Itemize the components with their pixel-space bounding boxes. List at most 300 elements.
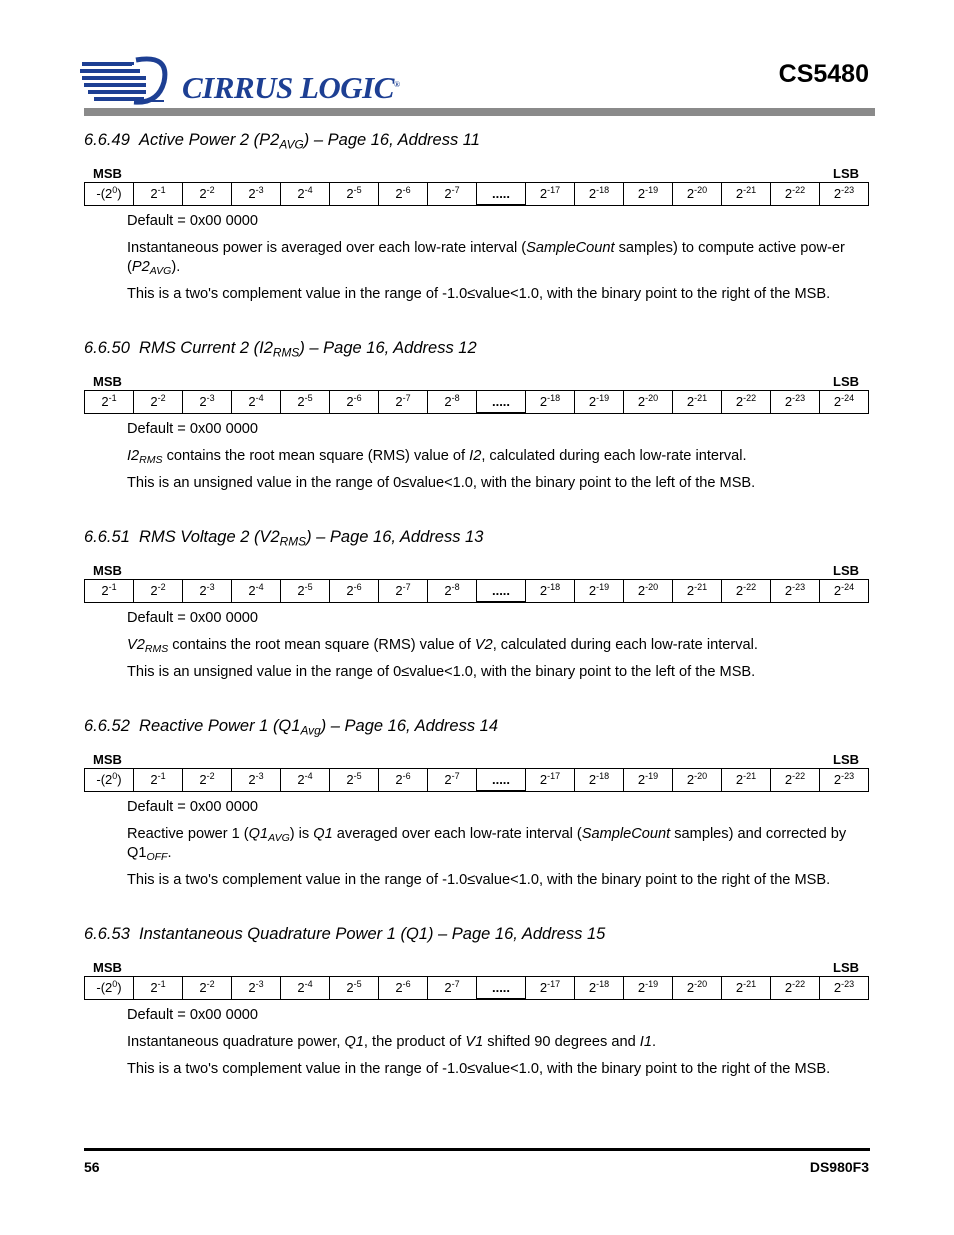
- bit-base: 2: [784, 772, 793, 788]
- description-paragraph: [127, 1060, 870, 1079]
- section-heading: [84, 337, 870, 359]
- bit-tail: ): [117, 772, 122, 788]
- bit-base: 2: [686, 186, 695, 202]
- bit-exponent: -1: [108, 393, 117, 404]
- bit-base: 2: [833, 772, 842, 788]
- bit-base: 2: [199, 980, 207, 996]
- bit-weight-cell: [330, 977, 379, 1000]
- bit-base: -(2: [96, 186, 113, 202]
- subscript-text: AVG: [268, 832, 290, 845]
- bit-base: .....: [491, 394, 511, 409]
- bit-exponent: -3: [255, 771, 264, 782]
- lsb-label: LSB: [833, 166, 859, 181]
- bit-weight-cell: [428, 580, 477, 603]
- bit-exponent: -17: [547, 185, 561, 196]
- text-run: This is a two's complement value in the range of -1.0≤value<1.0, with the binary point to the right of the MSB.: [127, 1061, 831, 1077]
- bit-weight-table: [84, 390, 869, 414]
- description-paragraph: [127, 239, 870, 277]
- bit-base: 2: [199, 583, 207, 599]
- subscript-text: OFF: [146, 851, 168, 864]
- section-description: [127, 212, 870, 304]
- bit-base: 2: [833, 394, 842, 410]
- bit-weight-cell: [477, 580, 526, 603]
- bit-weight-cell: [379, 769, 428, 792]
- bit-exponent: -6: [353, 393, 362, 404]
- bit-weight-cell: [722, 580, 771, 603]
- bit-base: 2: [248, 980, 256, 996]
- italic-term: V2: [127, 637, 145, 653]
- description-paragraph: [127, 825, 870, 863]
- bit-exponent: -2: [206, 979, 215, 990]
- bit-weight-cell: [673, 391, 722, 414]
- bit-base: 2: [735, 980, 744, 996]
- bit-exponent: -4: [255, 393, 264, 404]
- bit-base: 2: [784, 186, 793, 202]
- section-rms-current-2: [84, 337, 870, 501]
- bit-base: 2: [346, 772, 354, 788]
- text-run: , calculated during each low-rate interval.: [492, 637, 758, 653]
- section-title-suffix: ) – Page 16, Address 12: [299, 339, 477, 357]
- section-number: 6.6.52: [84, 717, 130, 735]
- section-title: Reactive Power 1 (Q1: [139, 717, 301, 735]
- bit-weight-cell: [722, 391, 771, 414]
- italic-term: Q1: [313, 826, 333, 842]
- description-paragraph: [127, 663, 870, 682]
- bit-exponent: -7: [451, 979, 460, 990]
- bit-exponent: -4: [304, 185, 313, 196]
- bit-exponent: -19: [645, 771, 659, 782]
- cirrus-logic-logo: [80, 56, 400, 108]
- bit-base: 2: [199, 394, 207, 410]
- text-run: samples) and corrected by Q1: [127, 826, 847, 861]
- subscript-term: [146, 851, 167, 863]
- bit-base: 2: [444, 394, 452, 410]
- italic-term: Q1: [248, 826, 269, 842]
- bit-weight-cell: [428, 391, 477, 414]
- bit-exponent: 0: [112, 185, 118, 196]
- bit-exponent: -23: [841, 771, 855, 782]
- bit-order-labels: [84, 166, 870, 182]
- text-run: contains the root mean square (RMS) value of: [162, 448, 470, 464]
- bit-base: 2: [735, 583, 744, 599]
- bit-base: 2: [686, 980, 695, 996]
- text-run: contains the root mean square (RMS) value of: [168, 637, 475, 653]
- bit-exponent: -22: [743, 582, 757, 593]
- bit-base: 2: [637, 186, 646, 202]
- bit-weight-cell: [232, 580, 281, 603]
- bit-weight-cell: [134, 391, 183, 414]
- bit-weight-cell: [134, 580, 183, 603]
- bit-weight-cell: [183, 977, 232, 1000]
- bit-weight-cell: [428, 183, 477, 206]
- bit-weight-cell: [673, 769, 722, 792]
- bit-base: 2: [735, 772, 744, 788]
- bit-weight-cell: [330, 580, 379, 603]
- text-run: Default = 0x00 0000: [127, 799, 259, 815]
- bit-weight-cell: [624, 391, 673, 414]
- italic-term: SampleCount: [526, 240, 615, 256]
- bit-exponent: -19: [645, 979, 659, 990]
- bit-weight-cell: [428, 769, 477, 792]
- bit-exponent: -18: [547, 393, 561, 404]
- bit-base: 2: [539, 394, 548, 410]
- bit-base: 2: [199, 772, 207, 788]
- bit-exponent: -1: [157, 185, 166, 196]
- bit-weight-cell: [183, 580, 232, 603]
- text-run: Reactive power 1 (: [127, 826, 249, 842]
- bit-base: 2: [784, 394, 793, 410]
- section-title: Instantaneous Quadrature Power 1 (Q1) – Page 16, Address 15: [139, 925, 606, 943]
- page-number: 56: [84, 1159, 100, 1175]
- subscript-term: [139, 454, 162, 466]
- bit-exponent: -20: [694, 979, 708, 990]
- bit-exponent: -21: [743, 185, 757, 196]
- bit-exponent: -23: [792, 582, 806, 593]
- bit-base: 2: [686, 394, 695, 410]
- bit-weight-cell: [820, 580, 869, 603]
- italic-term: I1: [639, 1034, 652, 1050]
- section-heading: [84, 715, 870, 737]
- bit-exponent: -2: [206, 185, 215, 196]
- bit-base: 2: [637, 980, 646, 996]
- section-number: 6.6.50: [84, 339, 130, 357]
- bit-weight-table: [84, 182, 869, 206]
- bit-base: 2: [297, 186, 305, 202]
- section-description: [127, 420, 870, 493]
- bit-base: 2: [833, 980, 842, 996]
- bit-base: 2: [444, 980, 452, 996]
- bit-weight-cell: [477, 391, 526, 414]
- bit-weight-cell: [722, 183, 771, 206]
- bit-base: 2: [248, 394, 256, 410]
- section-title-subscript: RMS: [272, 345, 300, 360]
- bit-weight-cell: [820, 769, 869, 792]
- bit-exponent: -1: [157, 979, 166, 990]
- subscript-text: RMS: [144, 643, 169, 656]
- bit-weight-cell: [85, 580, 134, 603]
- text-run: Default = 0x00 0000: [127, 213, 259, 229]
- text-run: Default = 0x00 0000: [127, 610, 259, 626]
- section-heading: [84, 923, 870, 945]
- bit-base: 2: [248, 583, 256, 599]
- bit-order-labels: [84, 563, 870, 579]
- bit-exponent: -18: [547, 582, 561, 593]
- bit-weight-cell: [673, 580, 722, 603]
- document-number: DS980F3: [809, 1159, 869, 1175]
- bit-tail: ): [117, 186, 122, 202]
- bit-weight-cell: [722, 769, 771, 792]
- bit-base: 2: [150, 394, 158, 410]
- bit-weight-cell: [281, 977, 330, 1000]
- bit-tail: ): [117, 980, 122, 996]
- bit-exponent: -21: [694, 582, 708, 593]
- bit-weight-cell: [771, 977, 820, 1000]
- bit-base: 2: [150, 583, 158, 599]
- bit-exponent: -7: [402, 582, 411, 593]
- bit-exponent: -24: [841, 393, 855, 404]
- bit-order-labels: [84, 752, 870, 768]
- subscript-text: RMS: [139, 454, 163, 467]
- section-description: [127, 609, 870, 682]
- header-divider: [84, 108, 875, 116]
- bit-weight-cell: [624, 183, 673, 206]
- bit-weight-cell: [673, 183, 722, 206]
- text-run: Instantaneous power is averaged over each low-rate interval (: [127, 240, 527, 256]
- bit-base: 2: [784, 980, 793, 996]
- section-title-subscript: RMS: [279, 534, 307, 549]
- bit-exponent: -5: [304, 582, 313, 593]
- bit-exponent: -20: [694, 771, 708, 782]
- bit-base: 2: [395, 394, 403, 410]
- bit-exponent: -2: [157, 393, 166, 404]
- text-run: .: [651, 1034, 657, 1050]
- bit-exponent: -24: [841, 582, 855, 593]
- section-title-suffix: ) – Page 16, Address 11: [303, 131, 480, 149]
- bit-base: .....: [491, 186, 511, 201]
- bit-weight-cell: [771, 183, 820, 206]
- bit-weight-table: [84, 768, 869, 792]
- bit-exponent: -2: [157, 582, 166, 593]
- description-paragraph: [127, 447, 870, 466]
- bit-weight-cell: [820, 977, 869, 1000]
- bit-weight-cell: [379, 580, 428, 603]
- bit-exponent: -6: [402, 979, 411, 990]
- bit-exponent: -20: [645, 582, 659, 593]
- bit-base: 2: [297, 980, 305, 996]
- bit-weight-cell: [330, 183, 379, 206]
- bit-base: 2: [539, 186, 548, 202]
- bit-base: 2: [346, 980, 354, 996]
- bit-exponent: -19: [596, 582, 610, 593]
- bit-weight-cell: [526, 580, 575, 603]
- text-run: This is a two's complement value in the range of -1.0≤value<1.0, with the binary point to the right of the MSB.: [127, 872, 831, 888]
- bit-base: 2: [588, 772, 597, 788]
- bit-base: 2: [395, 772, 403, 788]
- bit-weight-cell: [575, 580, 624, 603]
- bit-weight-cell: [232, 183, 281, 206]
- bit-exponent: -6: [402, 771, 411, 782]
- bit-base: 2: [346, 186, 354, 202]
- bit-weight-cell: [771, 580, 820, 603]
- bit-exponent: -8: [451, 393, 460, 404]
- bit-weight-cell: [575, 183, 624, 206]
- bit-base: 2: [395, 583, 403, 599]
- text-run: averaged over each low-rate interval (: [332, 826, 582, 842]
- description-paragraph: [127, 798, 870, 817]
- lsb-label: LSB: [833, 960, 859, 975]
- bit-weight-cell: [85, 391, 134, 414]
- bit-base: 2: [588, 583, 597, 599]
- bit-exponent: 0: [112, 771, 118, 782]
- bit-weight-cell: [134, 977, 183, 1000]
- bit-order-labels: [84, 960, 870, 976]
- bit-weight-cell: [85, 769, 134, 792]
- footer-divider: [84, 1148, 870, 1151]
- text-run: This is an unsigned value in the range of 0≤value<1.0, with the binary point to the left of the MSB.: [127, 664, 756, 680]
- bit-weight-cell: [477, 977, 526, 1000]
- description-paragraph: [127, 1006, 870, 1025]
- bit-order-labels: [84, 374, 870, 390]
- bit-base: -(2: [96, 980, 113, 996]
- bit-weight-cell: [526, 769, 575, 792]
- text-run: .: [167, 845, 172, 861]
- bit-weight-cell: [428, 977, 477, 1000]
- bit-base: 2: [199, 186, 207, 202]
- bit-base: 2: [637, 394, 646, 410]
- bit-exponent: -18: [596, 979, 610, 990]
- bit-weight-cell: [281, 580, 330, 603]
- description-paragraph: [127, 212, 870, 231]
- bit-exponent: -1: [157, 771, 166, 782]
- bit-exponent: -22: [743, 393, 757, 404]
- bit-base: .....: [491, 772, 511, 787]
- bit-weight-cell: [575, 769, 624, 792]
- bit-base: 2: [539, 772, 548, 788]
- text-run: , calculated during each low-rate interval.: [481, 448, 747, 464]
- text-run: Default = 0x00 0000: [127, 421, 259, 437]
- description-paragraph: [127, 285, 870, 304]
- bit-base: 2: [101, 583, 109, 599]
- bit-base: .....: [491, 583, 511, 598]
- description-paragraph: [127, 636, 870, 655]
- bit-base: 2: [588, 980, 597, 996]
- section-description: [127, 1006, 870, 1079]
- bit-weight-table: [84, 579, 869, 603]
- bit-weight-cell: [330, 391, 379, 414]
- bit-base: 2: [735, 394, 744, 410]
- bit-weight-cell: [771, 769, 820, 792]
- bit-weight-cell: [379, 183, 428, 206]
- text-run: shifted 90 degrees and: [483, 1034, 640, 1050]
- bit-weight-cell: [183, 391, 232, 414]
- bit-weight-cell: [477, 183, 526, 206]
- description-paragraph: [127, 609, 870, 628]
- bit-exponent: -4: [304, 979, 313, 990]
- section-description: [127, 798, 870, 890]
- bit-weight-cell: [281, 391, 330, 414]
- section-title: Active Power 2 (P2: [139, 131, 280, 149]
- bit-weight-cell: [624, 769, 673, 792]
- bit-exponent: -7: [451, 771, 460, 782]
- msb-label: MSB: [93, 960, 122, 975]
- bit-exponent: -5: [304, 393, 313, 404]
- bit-exponent: -5: [353, 979, 362, 990]
- italic-term: P2: [131, 259, 150, 275]
- bit-exponent: -19: [596, 393, 610, 404]
- bit-base: 2: [150, 186, 158, 202]
- bit-base: 2: [539, 583, 548, 599]
- bit-weight-cell: [820, 391, 869, 414]
- bit-weight-cell: [722, 977, 771, 1000]
- section-heading: [84, 526, 870, 548]
- bit-weight-cell: [281, 769, 330, 792]
- cirrus-logo-mark-icon: [80, 56, 180, 108]
- section-reactive-power-1: [84, 715, 870, 898]
- bit-weight-cell: [183, 183, 232, 206]
- bit-exponent: -3: [255, 185, 264, 196]
- bit-base: 2: [637, 772, 646, 788]
- bit-base: 2: [784, 583, 793, 599]
- bit-weight-cell: [575, 391, 624, 414]
- bit-exponent: -6: [402, 185, 411, 196]
- msb-label: MSB: [93, 166, 122, 181]
- bit-base: 2: [444, 186, 452, 202]
- bit-base: 2: [297, 394, 305, 410]
- bit-weight-cell: [526, 391, 575, 414]
- bit-exponent: -21: [743, 771, 757, 782]
- bit-weight-cell: [232, 391, 281, 414]
- bit-exponent: -3: [206, 393, 215, 404]
- bit-weight-cell: [477, 769, 526, 792]
- bit-base: 2: [395, 980, 403, 996]
- bit-weight-table: [84, 976, 869, 1000]
- msb-label: MSB: [93, 374, 122, 389]
- part-number: CS5480: [778, 60, 869, 88]
- bit-exponent: -19: [645, 185, 659, 196]
- bit-exponent: -7: [451, 185, 460, 196]
- bit-base: 2: [248, 186, 256, 202]
- text-run: This is a two's complement value in the range of -1.0≤value<1.0, with the binary point to the right of the MSB.: [127, 286, 831, 302]
- bit-base: 2: [637, 583, 646, 599]
- text-run: samples) to compute active pow-er (: [127, 240, 845, 275]
- description-paragraph: [127, 420, 870, 439]
- bit-exponent: -4: [255, 582, 264, 593]
- lsb-label: LSB: [833, 374, 859, 389]
- section-instantaneous-quadrature-power-1: [84, 923, 870, 1087]
- subscript-term: [150, 265, 172, 277]
- text-run: Default = 0x00 0000: [127, 1007, 259, 1023]
- section-heading: [84, 129, 870, 151]
- bit-weight-cell: [85, 183, 134, 206]
- section-title-suffix: ) – Page 16, Address 14: [320, 717, 499, 735]
- bit-exponent: -22: [792, 771, 806, 782]
- bit-weight-cell: [820, 183, 869, 206]
- section-active-power-2: [84, 129, 870, 312]
- section-title-subscript: Avg: [300, 723, 321, 738]
- bit-base: 2: [346, 394, 354, 410]
- section-title: RMS Voltage 2 (V2: [139, 528, 280, 546]
- bit-exponent: -2: [206, 771, 215, 782]
- bit-weight-cell: [134, 769, 183, 792]
- bit-exponent: -17: [547, 979, 561, 990]
- section-rms-voltage-2: [84, 526, 870, 690]
- msb-label: MSB: [93, 563, 122, 578]
- bit-base: 2: [539, 980, 548, 996]
- bit-base: 2: [346, 583, 354, 599]
- bit-exponent: -20: [645, 393, 659, 404]
- bit-exponent: -6: [353, 582, 362, 593]
- logo-wordmark: CIRRUS LOGIC®: [182, 70, 400, 105]
- section-title: RMS Current 2 (I2: [139, 339, 273, 357]
- bit-exponent: -20: [694, 185, 708, 196]
- bit-exponent: -23: [792, 393, 806, 404]
- description-paragraph: [127, 1033, 870, 1052]
- lsb-label: LSB: [833, 563, 859, 578]
- bit-weight-cell: [379, 391, 428, 414]
- bit-base: 2: [297, 772, 305, 788]
- bit-base: 2: [444, 772, 452, 788]
- bit-exponent: -1: [108, 582, 117, 593]
- italic-term: I2: [127, 448, 140, 464]
- italic-term: V2: [474, 637, 493, 653]
- subscript-term: [145, 643, 168, 655]
- bit-base: 2: [735, 186, 744, 202]
- bit-weight-cell: [379, 977, 428, 1000]
- bit-exponent: -18: [596, 771, 610, 782]
- bit-weight-cell: [673, 977, 722, 1000]
- bit-base: 2: [833, 186, 842, 202]
- bit-base: 2: [150, 980, 158, 996]
